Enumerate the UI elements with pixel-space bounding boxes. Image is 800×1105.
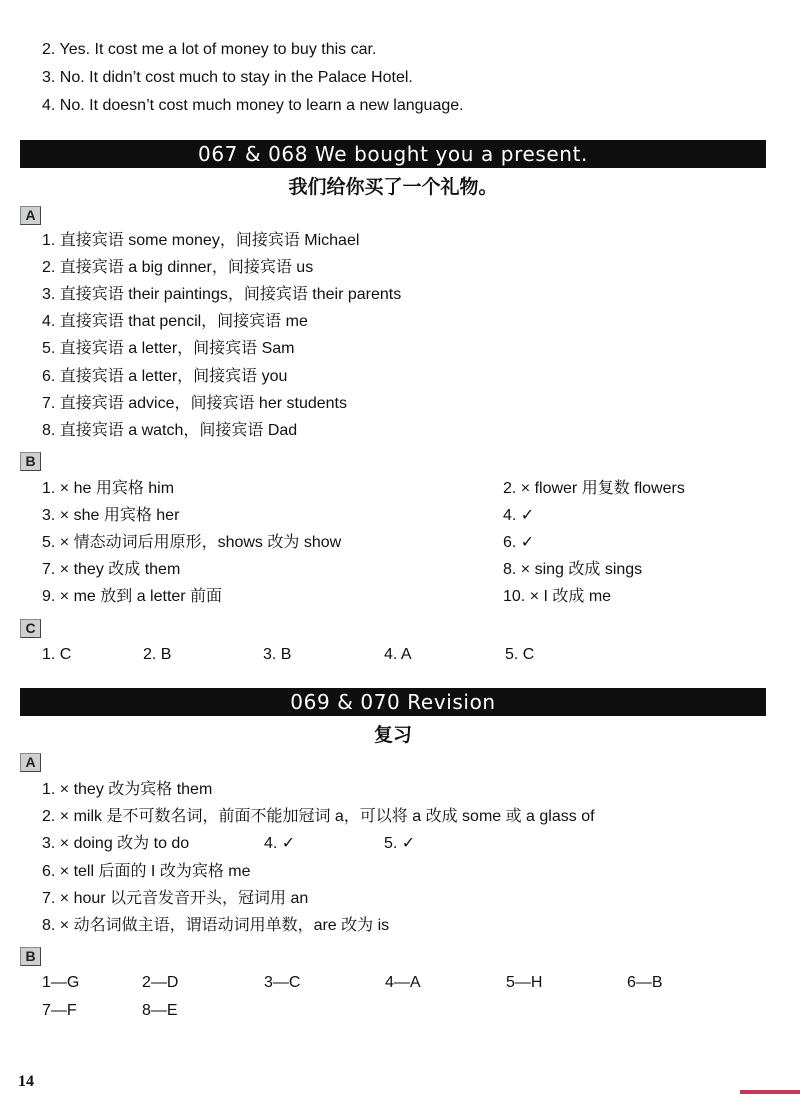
answer-line: 9. × me 放到 a letter 前面 <box>42 588 223 605</box>
choice-answer: 1. C <box>42 646 72 663</box>
answer-line: 4. No. It doesn’t cost much money to learn a new language. <box>42 97 464 114</box>
answer-line: 4. 直接宾语 that pencil，间接宾语 me <box>42 313 308 330</box>
match-answer: 3—C <box>264 974 301 991</box>
part-badge: A <box>20 753 41 772</box>
answer-line: 7. 直接宾语 advice，间接宾语 her students <box>42 395 347 412</box>
answer-line: 1. 直接宾语 some money，间接宾语 Michael <box>42 232 360 249</box>
answer-line: 4. ✓ <box>503 507 535 524</box>
answer-line: 3. × she 用宾格 her <box>42 507 180 524</box>
answer-line: 4. ✓ <box>264 835 296 852</box>
choice-answer: 2. B <box>143 646 172 663</box>
part-badge: C <box>20 619 41 638</box>
section-subtitle: 复习 <box>373 724 412 746</box>
answer-line: 3. 直接宾语 their paintings，间接宾语 their parents <box>42 286 402 303</box>
section-banner: 069 & 070 Revision <box>20 688 766 716</box>
choice-answer: 5. C <box>505 646 535 663</box>
answer-line: 1. × he 用宾格 him <box>42 480 175 497</box>
match-answer: 7—F <box>42 1002 77 1019</box>
section-subtitle: 我们给你买了一个礼物。 <box>288 176 498 198</box>
match-answer: 5—H <box>506 974 543 991</box>
match-answer: 2—D <box>142 974 179 991</box>
answer-line: 6. × tell 后面的 I 改为宾格 me <box>42 863 251 880</box>
page-number: 14 <box>18 1073 34 1090</box>
answer-line: 3. No. It didn’t cost much to stay in the Palace Hotel. <box>42 69 413 86</box>
answer-line: 8. × sing 改成 sings <box>503 561 643 578</box>
answer-line: 2. Yes. It cost me a lot of money to buy this car. <box>42 41 377 58</box>
answer-line: 8. × 动名词做主语，谓语动词用单数，are 改为 is <box>42 917 390 934</box>
match-answer: 1—G <box>42 974 80 991</box>
answer-line: 7. × hour 以元音发音开头，冠词用 an <box>42 890 309 907</box>
part-badge: A <box>20 206 41 225</box>
answer-line: 2. × flower 用复数 flowers <box>503 480 685 497</box>
match-answer: 4—A <box>385 974 421 991</box>
choice-answer: 4. A <box>384 646 412 663</box>
answer-line: 3. × doing 改为 to do <box>42 835 190 852</box>
part-badge: B <box>20 452 41 471</box>
answer-line: 6. ✓ <box>503 534 535 551</box>
match-answer: 6—B <box>627 974 663 991</box>
answer-line: 5. × 情态动词后用原形，shows 改为 show <box>42 534 342 551</box>
answer-line: 7. × they 改成 them <box>42 561 181 578</box>
choice-answer: 3. B <box>263 646 292 663</box>
answer-line: 2. × milk 是不可数名词，前面不能加冠词 a，可以将 a 改成 some 或 a glass of <box>42 808 595 825</box>
page-edge-decoration <box>740 1090 800 1094</box>
answer-line: 5. ✓ <box>384 835 416 852</box>
part-badge: B <box>20 947 41 966</box>
answer-line: 5. 直接宾语 a letter，间接宾语 Sam <box>42 340 295 357</box>
answer-line: 1. × they 改为宾格 them <box>42 781 213 798</box>
match-answer: 8—E <box>142 1002 178 1019</box>
section-banner: 067 & 068 We bought you a present. <box>20 140 766 168</box>
answer-line: 10. × I 改成 me <box>503 588 612 605</box>
answer-line: 2. 直接宾语 a big dinner，间接宾语 us <box>42 259 314 276</box>
answer-line: 6. 直接宾语 a letter，间接宾语 you <box>42 368 288 385</box>
answer-line: 8. 直接宾语 a watch，间接宾语 Dad <box>42 422 298 439</box>
